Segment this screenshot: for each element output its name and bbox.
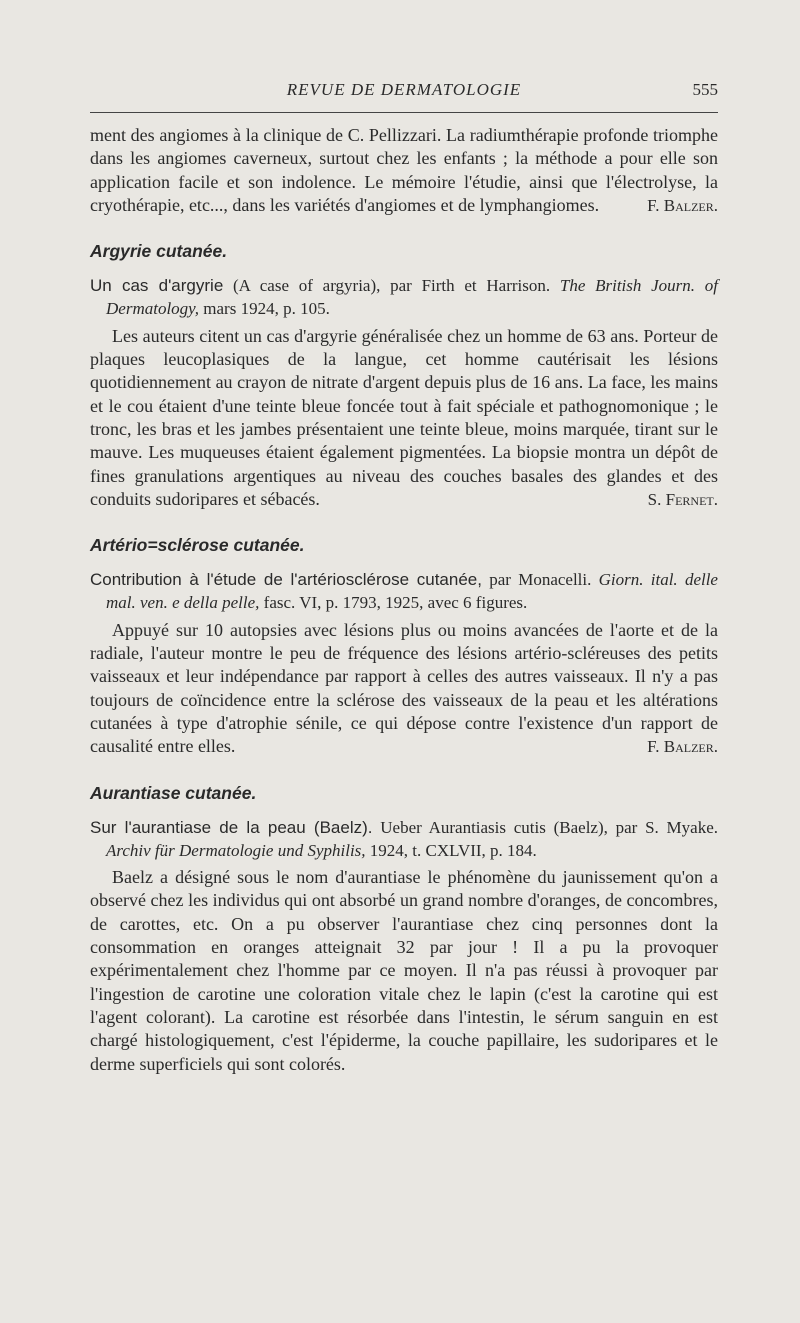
section-title: Artério=sclérose cutanée. [90, 535, 305, 556]
journal-name: Archiv für Dermatologie und Syphilis, [106, 840, 366, 860]
reference [90, 274, 718, 321]
abstract-paragraph [90, 866, 718, 1076]
journal-name: The British Journ. of Dermatology, [106, 276, 718, 319]
reference-authors: (A case of argyria), par Firth et Harrison. [223, 276, 560, 296]
reference-authors: Ueber Aurantiasis cutis (Baelz), par S. Myake. [372, 817, 718, 837]
reference-authors: par Monacelli. [481, 570, 599, 590]
reference [90, 816, 718, 863]
reference-details: mars 1924, p. 105. [199, 299, 330, 319]
section-title: Aurantiase cutanée. [90, 782, 257, 803]
section-argyrie [90, 241, 718, 511]
page-body [90, 124, 718, 1076]
article-title: Contribution à l'étude de l'artériosclérose cutanée, [90, 570, 482, 590]
section-arteriosclerose [90, 535, 718, 758]
intro-text: ment des angiomes à la clinique de C. Pellizzari. La radiumthérapie profonde triomphe dans les angiomes caverneux, surtout chez les enfants ; la méthode a pour elle son application facile et son indolence. Le mémoire l'étudie, ainsi que l'électrolyse, la cryothérapie, etc..., dans les variétés d'angiomes et de lymphangiomes. [90, 125, 718, 215]
abstract-signature: F. Balzer. [647, 737, 718, 757]
article-title: Sur l'aurantiase de la peau (Baelz). [90, 817, 373, 837]
reference-details: 1924, t. CXLVII, p. 184. [365, 840, 537, 860]
abstract-text: Appuyé sur 10 autopsies avec lésions plus ou moins avancées de l'aorte et de la radiale, l'auteur montre le peu de fréquence des lésions artério-scléreuses des petits vaisseaux et leur indépendance par rapport à celles des autres vaisseaux. Il n'y a pas toujours de coïncidence entre la sclérose des vaisseaux de la peau et les altérations cutanées à type d'atrophie sénile, ce qui dépose contre l'existence d'un rapport de causalité entre elles. [90, 619, 718, 757]
abstract-text: Les auteurs citent un cas d'argyrie généralisée chez un homme de 63 ans. Porteur de plaques leucoplasiques de la langue, cet homme cautérisait les lésions quotidiennement au crayon de nitrate d'argent depuis plus de 16 ans. La face, les mains et le cou étaient d'une teinte bleue foncée tout à fait spéciale et pathognomonique ; le tronc, les bras et les jambes présentaient une teinte bleue, moins marquée, tirant sur le mauve. Les muqueuses étaient également pigmentées. La biopsie montra un dépôt de fines granulations argentiques au niveau des couches basales des glandes et des conduits sudoripares et sébacés. [90, 325, 718, 509]
intro-paragraph [90, 124, 718, 217]
header-rule [90, 112, 718, 113]
abstract-text: Baelz a désigné sous le nom d'aurantiase le phénomène du jaunissement qu'on a observé chez les individus qui ont absorbé un grand nombre d'oranges, de concombres, de carottes, etc. On a pu observer l'aurantiase chez cinq personnes dont la consommation en oranges atteignait 32 par jour ! Il a pu la provoquer expérimentalement chez l'homme par ce moyen. Il n'a pas réussi à provoquer par l'ingestion de carotine une coloration vitale chez le lapin (c'est la carotine qui est l'agent colorant). La carotine est résorbée dans l'intestin, le sérum sanguin en est chargé histologiquement, c'est l'épiderme, la couche papillaire, les sudoripares et le derme superficiels qui sont colorés. [90, 867, 718, 1074]
section-aurantiase [90, 783, 718, 1076]
page-number: 555 [692, 80, 718, 99]
abstract-paragraph [90, 619, 718, 759]
abstract-signature: S. Fernet. [647, 489, 718, 509]
intro-signature: F. Balzer. [647, 195, 718, 215]
article-title: Un cas d'argyrie [90, 276, 224, 296]
section-title: Argyrie cutanée. [90, 241, 228, 262]
page-header [90, 80, 718, 102]
running-title: REVUE DE DERMATOLOGIE [286, 80, 522, 99]
journal-name: Giorn. ital. delle mal. ven. e della pelle, [106, 570, 718, 613]
reference-details: fasc. VI, p. 1793, 1925, avec 6 figures. [259, 593, 528, 613]
reference [90, 568, 718, 615]
abstract-paragraph [90, 325, 718, 511]
